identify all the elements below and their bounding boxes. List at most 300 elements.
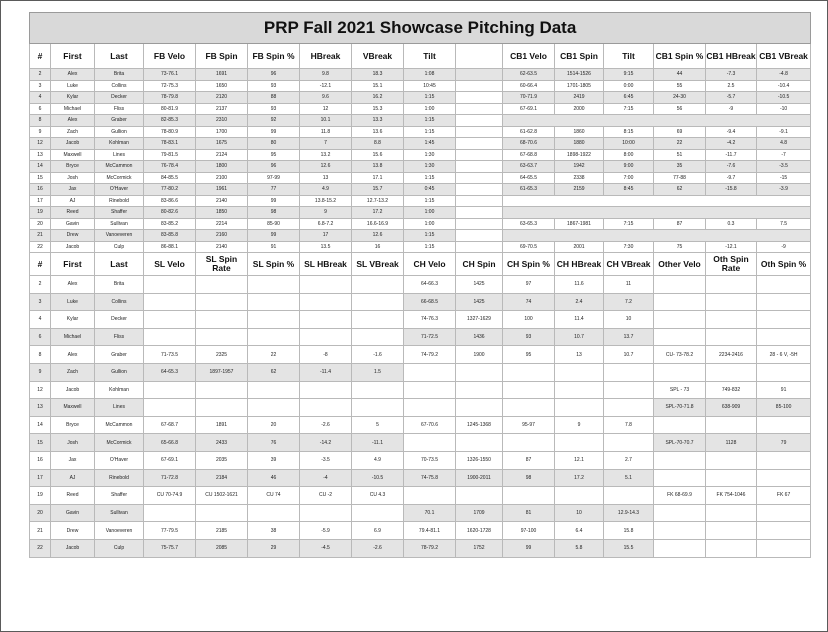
- table-cell: 55: [654, 80, 706, 92]
- table-cell: CU 74: [248, 487, 300, 505]
- table-cell: [456, 92, 503, 104]
- table-cell: [144, 399, 196, 417]
- table-cell: -15: [757, 172, 811, 184]
- table-cell: Jacob: [51, 539, 95, 557]
- table-cell: 11.8: [300, 126, 352, 138]
- table-cell: 62: [654, 184, 706, 196]
- table-cell: 1:15: [404, 92, 456, 104]
- table-cell: [654, 276, 706, 294]
- table-cell: [757, 293, 811, 311]
- section2-row: [30, 539, 811, 557]
- table-cell: 10:45: [404, 80, 456, 92]
- table-cell: Shaffer: [95, 207, 144, 219]
- section2-header-cell: SL HBreak: [300, 253, 352, 276]
- table-cell: 19: [30, 487, 51, 505]
- table-cell: 17.2: [555, 469, 604, 487]
- table-cell: 15.5: [604, 539, 654, 557]
- section2-header-cell: Oth Spin Rate: [706, 253, 757, 276]
- section1-header-cell: CB1 Velo: [503, 44, 555, 69]
- table-cell: 4: [30, 92, 51, 104]
- table-cell: 7:15: [604, 218, 654, 230]
- table-cell: 6.8-7.2: [300, 218, 352, 230]
- table-cell: 38: [248, 522, 300, 540]
- table-cell: Alex: [51, 115, 95, 127]
- table-cell: Bryce: [51, 416, 95, 434]
- section1-row: [30, 195, 811, 207]
- table-cell: 78-83.1: [144, 138, 196, 150]
- table-cell: 97-100: [503, 522, 555, 540]
- table-cell: 13: [555, 346, 604, 364]
- table-cell: 78-79.8: [144, 92, 196, 104]
- table-cell: Jax: [51, 184, 95, 196]
- table-cell: Jax: [51, 451, 95, 469]
- section1-header-cell: First: [51, 44, 95, 69]
- table-cell: 80-82.6: [144, 207, 196, 219]
- table-cell: -9.4: [706, 126, 757, 138]
- table-cell: 2214: [196, 218, 248, 230]
- table-cell: [654, 293, 706, 311]
- table-cell: [503, 195, 811, 207]
- table-cell: 67-70.6: [404, 416, 456, 434]
- table-cell: 1891: [196, 416, 248, 434]
- table-cell: [757, 311, 811, 329]
- table-cell: [352, 276, 404, 294]
- table-cell: Kohlman: [95, 138, 144, 150]
- table-cell: 56: [654, 103, 706, 115]
- table-cell: 62: [248, 363, 300, 381]
- table-cell: FK 68-69.9: [654, 487, 706, 505]
- table-cell: 9: [30, 363, 51, 381]
- table-cell: CU -2: [300, 487, 352, 505]
- table-cell: 96: [248, 161, 300, 173]
- table-cell: 21: [30, 522, 51, 540]
- table-cell: 22: [30, 241, 51, 253]
- table-cell: Collins: [95, 293, 144, 311]
- table-cell: -7: [757, 149, 811, 161]
- table-cell: 8.8: [352, 138, 404, 150]
- section1-row: [30, 149, 811, 161]
- table-cell: 91: [757, 381, 811, 399]
- table-cell: 2310: [196, 115, 248, 127]
- table-cell: [404, 381, 456, 399]
- table-cell: [555, 363, 604, 381]
- section2-header-row: [30, 253, 811, 276]
- table-cell: 35: [654, 161, 706, 173]
- table-cell: 95: [503, 346, 555, 364]
- table-cell: 13: [30, 149, 51, 161]
- table-cell: [300, 504, 352, 522]
- table-cell: [248, 276, 300, 294]
- table-cell: [196, 504, 248, 522]
- table-cell: 12: [30, 381, 51, 399]
- table-cell: 9:15: [604, 69, 654, 81]
- table-cell: 17: [30, 469, 51, 487]
- table-cell: 70-73.5: [404, 451, 456, 469]
- table-cell: Graber: [95, 115, 144, 127]
- table-cell: 73-76.1: [144, 69, 196, 81]
- table-cell: 67-68.7: [144, 416, 196, 434]
- table-cell: CU 70-74.9: [144, 487, 196, 505]
- table-cell: 1961: [196, 184, 248, 196]
- table-cell: Rinebold: [95, 469, 144, 487]
- table-cell: 13.5: [300, 241, 352, 253]
- table-cell: [300, 293, 352, 311]
- table-cell: FK 754-1046: [706, 487, 757, 505]
- table-cell: 51: [654, 149, 706, 161]
- section1-header-cell: HBreak: [300, 44, 352, 69]
- table-cell: 1898-1922: [555, 149, 604, 161]
- table-cell: [654, 469, 706, 487]
- table-cell: [654, 539, 706, 557]
- table-cell: Maxwell: [51, 149, 95, 161]
- table-cell: 93: [503, 328, 555, 346]
- table-cell: 16.2: [352, 92, 404, 104]
- section2-header-cell: SL VBreak: [352, 253, 404, 276]
- table-cell: 13.2: [300, 149, 352, 161]
- table-cell: 638-909: [706, 399, 757, 417]
- table-cell: 2234-2416: [706, 346, 757, 364]
- table-cell: [352, 504, 404, 522]
- table-cell: 1897-1957: [196, 363, 248, 381]
- table-cell: -4.2: [706, 138, 757, 150]
- table-cell: 67-68.8: [503, 149, 555, 161]
- table-cell: 1:00: [404, 218, 456, 230]
- table-cell: 1675: [196, 138, 248, 150]
- table-cell: 1900: [456, 346, 503, 364]
- section1-row: [30, 103, 811, 115]
- section2-row: [30, 399, 811, 417]
- table-cell: 749-832: [706, 381, 757, 399]
- table-cell: [352, 311, 404, 329]
- table-cell: 7.5: [757, 218, 811, 230]
- table-cell: Alex: [51, 346, 95, 364]
- table-cell: 10: [555, 504, 604, 522]
- table-cell: -5.9: [300, 522, 352, 540]
- section2-row: [30, 363, 811, 381]
- table-cell: Maxwell: [51, 399, 95, 417]
- table-cell: [706, 276, 757, 294]
- table-cell: [757, 469, 811, 487]
- section1-header-cell: [456, 44, 503, 69]
- table-cell: 87: [654, 218, 706, 230]
- table-cell: 1436: [456, 328, 503, 346]
- table-cell: 9: [30, 126, 51, 138]
- table-cell: 2338: [555, 172, 604, 184]
- table-cell: O'Haver: [95, 184, 144, 196]
- table-cell: 2085: [196, 539, 248, 557]
- table-cell: 99: [248, 126, 300, 138]
- table-cell: Reed: [51, 207, 95, 219]
- section2-row: [30, 469, 811, 487]
- table-cell: 1900-2011: [456, 469, 503, 487]
- table-cell: 83-85.2: [144, 218, 196, 230]
- table-cell: 1:15: [404, 126, 456, 138]
- section1-header-cell: CB1 VBreak: [757, 44, 811, 69]
- table-cell: -11.1: [352, 434, 404, 452]
- table-cell: -3.5: [300, 451, 352, 469]
- table-cell: 95: [248, 149, 300, 161]
- table-cell: [555, 399, 604, 417]
- table-cell: 8:00: [604, 149, 654, 161]
- table-cell: Michael: [51, 328, 95, 346]
- table-cell: 2140: [196, 195, 248, 207]
- section1-row: [30, 115, 811, 127]
- table-cell: 77-79.5: [144, 522, 196, 540]
- table-cell: 13.8-15.2: [300, 195, 352, 207]
- table-cell: Jacob: [51, 138, 95, 150]
- table-cell: 16.6-16.9: [352, 218, 404, 230]
- table-cell: [604, 487, 654, 505]
- table-cell: 13.6: [352, 126, 404, 138]
- table-cell: [654, 504, 706, 522]
- table-cell: 12.9-14.3: [604, 504, 654, 522]
- table-cell: 4: [30, 311, 51, 329]
- section2-row: [30, 276, 811, 294]
- table-cell: 81: [503, 504, 555, 522]
- table-cell: 2100: [196, 172, 248, 184]
- table-cell: 85-100: [757, 399, 811, 417]
- section1-header-cell: Tilt: [604, 44, 654, 69]
- table-cell: 20: [248, 416, 300, 434]
- table-cell: 83-85.8: [144, 230, 196, 242]
- table-cell: Kylar: [51, 92, 95, 104]
- table-cell: 15.7: [352, 184, 404, 196]
- table-cell: -3.5: [757, 161, 811, 173]
- table-cell: [456, 381, 503, 399]
- table-cell: Lines: [95, 149, 144, 161]
- table-cell: 1709: [456, 504, 503, 522]
- table-cell: 74-76.3: [404, 311, 456, 329]
- table-cell: 69-70.5: [503, 241, 555, 253]
- section2-row: [30, 522, 811, 540]
- table-cell: [757, 522, 811, 540]
- table-cell: -2.6: [300, 416, 352, 434]
- table-cell: 75-75.7: [144, 539, 196, 557]
- table-cell: [404, 363, 456, 381]
- section1-row: [30, 92, 811, 104]
- table-cell: 12.6: [352, 230, 404, 242]
- table-cell: 2124: [196, 149, 248, 161]
- table-cell: 74-79.2: [404, 346, 456, 364]
- table-cell: 2159: [555, 184, 604, 196]
- table-cell: 72-75.3: [144, 80, 196, 92]
- section2-header-cell: Other Velo: [654, 253, 706, 276]
- table-cell: 2120: [196, 92, 248, 104]
- table-cell: [706, 328, 757, 346]
- table-cell: AJ: [51, 469, 95, 487]
- table-cell: 2325: [196, 346, 248, 364]
- section2-row: [30, 451, 811, 469]
- table-cell: [604, 399, 654, 417]
- table-cell: 2.4: [555, 293, 604, 311]
- table-cell: Luke: [51, 80, 95, 92]
- table-cell: 15: [30, 434, 51, 452]
- table-cell: 1:00: [404, 103, 456, 115]
- section2-header-cell: CH HBreak: [555, 253, 604, 276]
- table-cell: 77-80.2: [144, 184, 196, 196]
- table-cell: [300, 311, 352, 329]
- table-cell: 29: [248, 539, 300, 557]
- table-cell: -1.6: [352, 346, 404, 364]
- table-cell: [196, 381, 248, 399]
- table-cell: 11.4: [555, 311, 604, 329]
- table-cell: [757, 363, 811, 381]
- section1-row: [30, 218, 811, 230]
- section1-header-cell: #: [30, 44, 51, 69]
- table-cell: 12: [300, 103, 352, 115]
- section2-header-cell: Last: [95, 253, 144, 276]
- table-cell: 1:45: [404, 138, 456, 150]
- table-cell: [456, 80, 503, 92]
- table-cell: 1942: [555, 161, 604, 173]
- table-cell: 39: [248, 451, 300, 469]
- table-cell: 22: [248, 346, 300, 364]
- section2-header-cell: SL Spin %: [248, 253, 300, 276]
- table-cell: 1:15: [404, 230, 456, 242]
- table-cell: [757, 451, 811, 469]
- table-cell: [503, 363, 555, 381]
- table-cell: 7:15: [604, 103, 654, 115]
- section1-row: [30, 172, 811, 184]
- table-cell: 1:15: [404, 172, 456, 184]
- table-cell: [456, 161, 503, 173]
- table-cell: [706, 522, 757, 540]
- table-cell: Lines: [95, 399, 144, 417]
- table-cell: [248, 381, 300, 399]
- table-cell: Kohlman: [95, 381, 144, 399]
- table-cell: McCormick: [95, 172, 144, 184]
- table-cell: 16: [352, 241, 404, 253]
- table-cell: 1128: [706, 434, 757, 452]
- table-cell: -12.1: [300, 80, 352, 92]
- table-cell: 21: [30, 230, 51, 242]
- table-cell: [706, 469, 757, 487]
- table-cell: 64-66.3: [404, 276, 456, 294]
- table-cell: 0:00: [604, 80, 654, 92]
- section1-header-cell: FB Spin: [196, 44, 248, 69]
- section2-header-cell: CH VBreak: [604, 253, 654, 276]
- table-cell: Josh: [51, 434, 95, 452]
- section2-header-cell: CH Velo: [404, 253, 456, 276]
- section1-header-cell: Tilt: [404, 44, 456, 69]
- table-cell: [248, 311, 300, 329]
- table-cell: -4.5: [300, 539, 352, 557]
- section1-header-cell: CB1 Spin %: [654, 44, 706, 69]
- table-cell: 63-63.7: [503, 161, 555, 173]
- table-cell: 1850: [196, 207, 248, 219]
- table-cell: [456, 138, 503, 150]
- table-cell: 1514-1526: [555, 69, 604, 81]
- table-cell: Vanoeveren: [95, 522, 144, 540]
- table-cell: 17: [30, 195, 51, 207]
- table-cell: [352, 293, 404, 311]
- table-cell: 1800: [196, 161, 248, 173]
- table-cell: Kylar: [51, 311, 95, 329]
- table-cell: 1691: [196, 69, 248, 81]
- table-cell: -7.3: [706, 69, 757, 81]
- table-cell: 6: [30, 328, 51, 346]
- table-cell: 63-65.3: [503, 218, 555, 230]
- table-cell: 13.7: [604, 328, 654, 346]
- table-cell: -15.8: [706, 184, 757, 196]
- table-cell: 92: [248, 115, 300, 127]
- table-cell: 8:15: [604, 126, 654, 138]
- table-cell: [456, 230, 503, 242]
- table-cell: 7.8: [604, 416, 654, 434]
- table-cell: [654, 311, 706, 329]
- table-cell: 1425: [456, 276, 503, 294]
- table-cell: 6:45: [604, 92, 654, 104]
- table-cell: Gullion: [95, 363, 144, 381]
- table-cell: 24-30: [654, 92, 706, 104]
- table-cell: 17.2: [352, 207, 404, 219]
- table-cell: [654, 451, 706, 469]
- table-cell: 16: [30, 184, 51, 196]
- section2-row: [30, 504, 811, 522]
- table-cell: 10.7: [604, 346, 654, 364]
- section1-row: [30, 138, 811, 150]
- table-cell: 2035: [196, 451, 248, 469]
- table-cell: 3: [30, 80, 51, 92]
- table-cell: McCammon: [95, 416, 144, 434]
- table-cell: Bryce: [51, 161, 95, 173]
- table-cell: 11: [604, 276, 654, 294]
- table-cell: 44: [654, 69, 706, 81]
- section2-header-cell: #: [30, 253, 51, 276]
- table-cell: Graber: [95, 346, 144, 364]
- section1-row: [30, 80, 811, 92]
- table-cell: [757, 276, 811, 294]
- table-cell: 13: [300, 172, 352, 184]
- section2-row: [30, 434, 811, 452]
- table-cell: Decker: [95, 311, 144, 329]
- table-cell: 1326-1550: [456, 451, 503, 469]
- table-cell: 7:00: [604, 172, 654, 184]
- section2-header-cell: CH Spin: [456, 253, 503, 276]
- table-cell: 67-69.1: [144, 451, 196, 469]
- table-cell: 2185: [196, 522, 248, 540]
- table-cell: [503, 230, 811, 242]
- table-cell: 5.1: [604, 469, 654, 487]
- table-cell: 11.6: [555, 276, 604, 294]
- table-cell: 6.9: [352, 522, 404, 540]
- table-cell: [404, 399, 456, 417]
- table-cell: [456, 184, 503, 196]
- table-cell: [555, 434, 604, 452]
- table-cell: Culp: [95, 539, 144, 557]
- table-cell: 13.3: [352, 115, 404, 127]
- table-cell: 79.4-81.1: [404, 522, 456, 540]
- table-cell: SPL-70-70.7: [654, 434, 706, 452]
- table-cell: 0.3: [706, 218, 757, 230]
- table-cell: 95-97: [503, 416, 555, 434]
- table-cell: 14: [30, 161, 51, 173]
- table-cell: -9: [757, 241, 811, 253]
- section2-row: [30, 293, 811, 311]
- table-cell: 2419: [555, 92, 604, 104]
- table-cell: 1650: [196, 80, 248, 92]
- section2-header-cell: SL Spin Rate: [196, 253, 248, 276]
- table-cell: 80-81.9: [144, 103, 196, 115]
- table-cell: [456, 487, 503, 505]
- table-cell: [654, 522, 706, 540]
- table-cell: [503, 434, 555, 452]
- table-cell: McCammon: [95, 161, 144, 173]
- table-cell: -14.2: [300, 434, 352, 452]
- section1-header-row: [30, 44, 811, 69]
- table-cell: -11.7: [706, 149, 757, 161]
- table-cell: 1425: [456, 293, 503, 311]
